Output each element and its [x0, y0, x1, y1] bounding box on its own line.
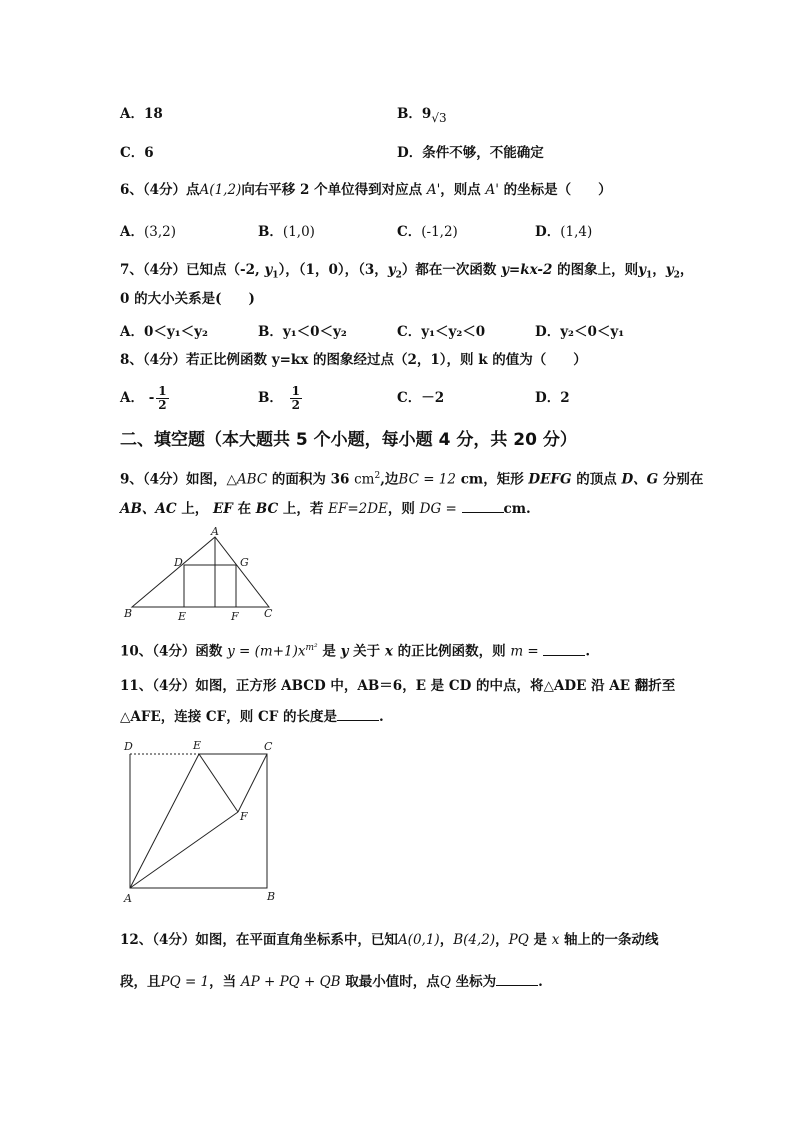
q9-label-d: D [174, 556, 183, 569]
q10-m: m = [510, 643, 539, 660]
q9-label-a: A [211, 526, 219, 538]
q10-text-5: . [585, 643, 591, 660]
q9-triangle-shape [132, 537, 269, 607]
q9-text-10: ，则 [387, 501, 415, 517]
q9-text-9: 上，若 [282, 501, 324, 517]
q9-text-5: 的顶点 [576, 471, 617, 488]
q6-text-2: 个单位得到对应点 [314, 182, 423, 198]
q5-option-d[interactable]: D．条件不够，不能确定 [397, 145, 544, 161]
q12-text-5: ，当 [209, 974, 237, 990]
q8-option-b-fraction [290, 385, 302, 412]
q11-label-d: D [124, 740, 133, 753]
q10-answer-blank[interactable] [543, 641, 585, 656]
q6-text-3: ，则点 [440, 182, 481, 198]
q9-ef: EF [213, 501, 233, 517]
q11-figure [116, 736, 286, 908]
q9-sides: AB、AC [120, 501, 177, 517]
q11-label-e: E [193, 739, 202, 752]
q12-answer-blank[interactable] [496, 971, 538, 986]
q7-text-4: 的图象上，则 [557, 262, 639, 278]
q7-comma-1: ， [652, 262, 666, 278]
q6-point-a-prime-2: A' [485, 182, 499, 198]
q7-y1-b-sub: 1 [645, 270, 653, 281]
q6-number: 6、（4分）点 [120, 182, 200, 198]
q6-option-b[interactable] [258, 222, 315, 242]
q10-text-4: 的正比例函数，则 [397, 643, 506, 660]
q10-y: y [340, 643, 349, 660]
q12-text-3: 轴上的一条动线 [564, 932, 659, 948]
q6-option-c[interactable] [397, 222, 458, 242]
q5-option-b-label: B．9 [397, 106, 432, 122]
q11-line-ef [199, 754, 238, 812]
q8-option-b[interactable] [258, 384, 304, 412]
q8-option-a-label: A． [120, 390, 144, 406]
q6-option-c-label: C． [397, 224, 422, 240]
q12-text-2: 是 [533, 932, 547, 948]
q9-stem-line1 [120, 466, 703, 490]
q7-y2-sub: 2 [395, 270, 402, 281]
q9-vertices: D、G [621, 471, 659, 488]
q8-stem: 8、（4分）若正比例函数 y=kx 的图象经过点（2，1），则 k 的值为（ ） [120, 352, 587, 368]
q12-text-7: 坐标为 [455, 974, 497, 990]
q11-line-cf [238, 754, 267, 812]
q9-question: DG = [419, 501, 457, 517]
q8-option-b-label: B． [258, 390, 283, 406]
q8-option-c[interactable]: C．－2 [397, 390, 445, 406]
q12-pq: PQ [508, 932, 529, 948]
q12-comma-2: ， [495, 932, 509, 948]
q7-y2-b: y [665, 262, 674, 278]
q10-text-3: 关于 [353, 643, 381, 660]
q9-bc-length: BC = 12 [398, 471, 456, 488]
q6-option-a[interactable] [120, 222, 176, 242]
q9-stem-line2 [120, 498, 531, 519]
q8-option-a-fraction [156, 385, 168, 412]
q8-option-a[interactable] [120, 384, 171, 412]
q8-b-denominator: 2 [291, 398, 300, 412]
q6-option-d-label: D． [535, 224, 561, 240]
q9-text-3: ,边 [380, 471, 399, 488]
q9-unit-sup: 2 [374, 471, 381, 481]
q6-option-a-label: A． [120, 224, 144, 240]
q7-y1-sub: 1 [272, 270, 279, 281]
q12-text-1: 12、（4分）如图，在平面直角坐标系中，已知 [120, 932, 398, 948]
q10-text-1: 10、（4分）函数 [120, 643, 223, 660]
q9-answer-blank[interactable] [462, 498, 504, 513]
q8-option-a-sign: - [148, 390, 155, 406]
q12-point-q: Q [439, 974, 451, 990]
q9-label-g: G [240, 556, 249, 569]
q10-text-2: 是 [322, 643, 336, 660]
q11-stem-line2 [120, 706, 384, 727]
q5-option-c[interactable]: C．6 [120, 145, 154, 161]
q6-option-b-label: B． [258, 224, 283, 240]
q9-label-f: F [231, 610, 239, 622]
q7-text-3: ）都在一次函数 [401, 262, 497, 278]
q7-text-2: ），（1，0），（3， [278, 262, 388, 278]
q7-function: y=kx-2 [501, 262, 553, 278]
q11-line-af [130, 812, 238, 888]
q11-line-ae [130, 754, 199, 888]
q10-function: y = (m+1)x [227, 643, 306, 660]
q9-label-b: B [124, 607, 133, 620]
q11-text-2: . [379, 709, 384, 725]
q9-text-8: 在 [237, 501, 252, 517]
q6-stem [120, 180, 612, 200]
q7-option-b[interactable]: B．y₁＜0＜y₂ [258, 324, 347, 340]
q7-comma-2: ， [679, 262, 694, 278]
q7-y2-b-sub: 2 [673, 270, 680, 281]
q7-option-c[interactable]: C．y₁＜y₂＜0 [397, 324, 486, 340]
q11-label-a: A [124, 892, 132, 905]
q12-condition: PQ = 1 [160, 974, 210, 990]
q11-label-b: B [267, 890, 276, 903]
q6-option-b-value: (1,0) [282, 224, 315, 240]
q9-area: 36 [330, 471, 350, 488]
q8-b-numerator: 1 [291, 384, 300, 398]
q8-a-denominator: 2 [158, 398, 167, 412]
q9-text-2: 的面积为 [271, 471, 326, 488]
q10-x: x [384, 643, 393, 660]
q5-option-a[interactable]: A．18 [120, 106, 163, 122]
q6-option-d[interactable] [535, 222, 592, 242]
q9-text-11: cm. [503, 501, 531, 517]
q5-option-b-root: √3 [431, 111, 447, 125]
q11-text-1: △AFE，连接 CF，则 CF 的长度是 [120, 709, 337, 725]
q7-y1: y [264, 262, 273, 278]
q5-option-b[interactable] [397, 104, 447, 124]
q6-option-a-value: (3,2) [143, 224, 176, 240]
q6-text-4: 的坐标是（ ） [503, 182, 612, 198]
q6-point-a: A(1,2) [199, 182, 242, 198]
q12-comma-1: ， [439, 932, 454, 948]
q6-units: 2 [300, 182, 310, 198]
q7-stem-line1 [120, 260, 693, 286]
q9-rectangle-shape [184, 565, 236, 607]
q12-text-4: 段，且 [120, 974, 161, 990]
q9-figure [118, 526, 283, 622]
q12-point-b: B(4,2) [453, 932, 496, 948]
q9-rectangle: DEFG [528, 471, 572, 488]
q9-text-1: 9、（4分）如图， [120, 471, 227, 488]
q11-label-f: F [240, 810, 248, 823]
section-2-heading: 二、填空题（本大题共 5 个小题，每小题 4 分，共 20 分） [120, 430, 577, 450]
q12-x: x [551, 932, 560, 948]
q6-text-1: 向右平移 [241, 182, 296, 198]
q7-y2: y [387, 262, 396, 278]
q6-point-a-prime: A' [426, 182, 441, 198]
q9-label-c: C [264, 607, 273, 620]
q9-unit: cm [354, 471, 375, 488]
q10-exponent: m² [305, 643, 318, 653]
q9-text-7: 上， [181, 501, 209, 517]
q9-bc: BC [255, 501, 279, 517]
q11-answer-blank[interactable] [337, 706, 379, 721]
q6-option-d-value: (1,4) [560, 224, 593, 240]
q8-option-d[interactable]: D．2 [535, 390, 570, 406]
q9-text-6: 分别在 [662, 471, 704, 488]
q7-stem-line2: 0 的大小关系是( ) [120, 291, 255, 307]
q7-option-d[interactable]: D．y₂＜0＜y₁ [535, 324, 625, 340]
q9-label-e: E [178, 610, 187, 622]
q6-option-c-value: (-1,2) [421, 224, 458, 240]
q10-stem [120, 638, 590, 662]
q7-text-1: 7、（4分）已知点（-2, [120, 262, 265, 278]
q11-label-c: C [264, 740, 273, 753]
q12-text-8: . [538, 974, 543, 990]
q9-text-4: cm，矩形 [460, 471, 524, 488]
q12-text-6: 取最小值时，点 [345, 974, 440, 990]
q9-triangle: △ABC [226, 471, 268, 488]
q12-stem-line1 [120, 930, 659, 950]
q7-option-a[interactable]: A．0＜y₁＜y₂ [120, 324, 208, 340]
q12-stem-line2 [120, 971, 543, 992]
q11-stem-line1: 11、（4分）如图，正方形 ABCD 中，AB＝6，E 是 CD 的中点，将△ADE 沿 AE 翻折至 [120, 678, 676, 694]
q12-expression: AP + PQ + QB [240, 974, 341, 990]
q8-a-numerator: 1 [158, 384, 167, 398]
q7-y1-b: y [638, 262, 646, 278]
q9-condition: EF=2DE [328, 501, 388, 517]
q12-point-a: A(0,1) [397, 932, 440, 948]
